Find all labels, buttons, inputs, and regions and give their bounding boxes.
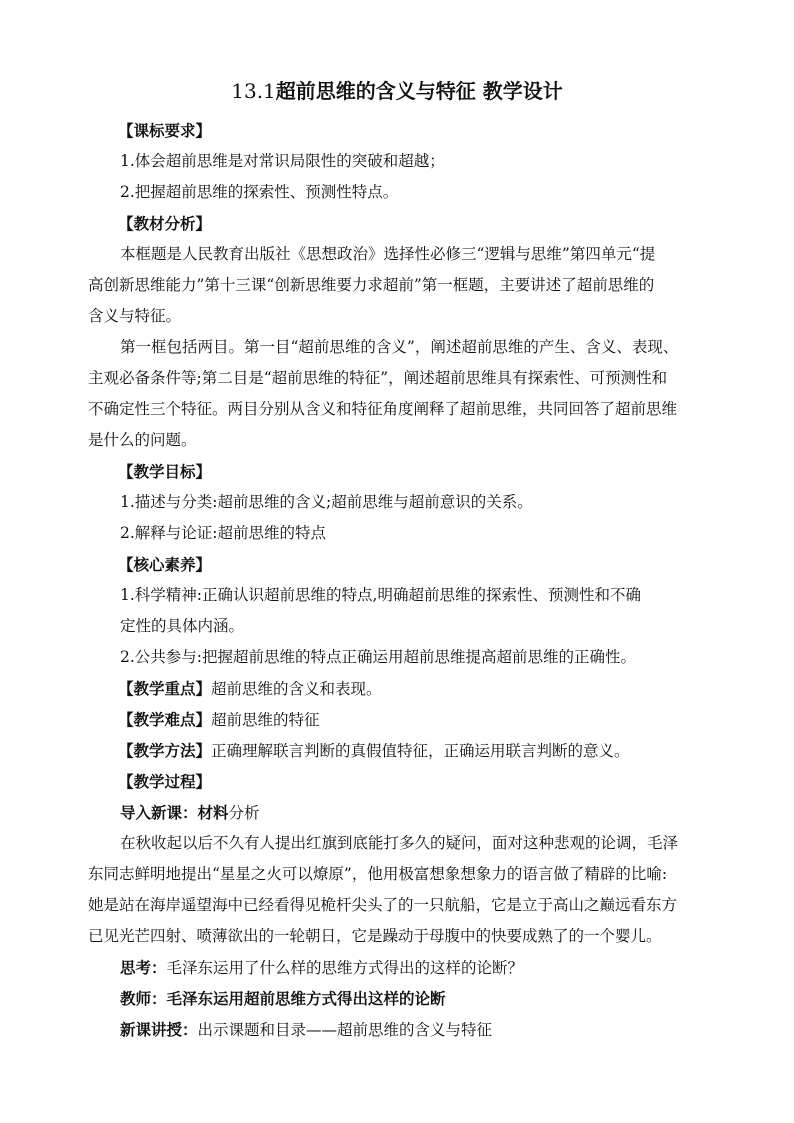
jiaocai-paragraph-1-line-3: 含义与特征。 <box>88 307 182 325</box>
xinke-text: 出示课题和目录——超前思维的含义与特征 <box>197 1021 493 1039</box>
daoru-text: 分析 <box>228 804 260 822</box>
jiaocai-paragraph-2-line-1: 第一框包括两目。第一目“超前思维的含义”，阐述超前思维的产生、含义、表现、 <box>120 338 679 356</box>
title-text: 超前思维的含义与特征 教学设计 <box>275 79 563 103</box>
section-heading-jiaocai: 【教材分析】 <box>118 214 212 233</box>
fangfa-line <box>88 735 713 766</box>
section-heading-kebiao: 【课标要求】 <box>118 121 212 140</box>
nandian-label: 【教学难点】 <box>118 710 212 729</box>
xinke-label: 新课讲授： <box>120 1020 198 1039</box>
jiaocai-paragraph-2-line-4: 是什么的问题。 <box>88 431 197 449</box>
mubiao-item-1: 1.描述与分类:超前思维的含义;超前思维与超前意识的关系。 <box>120 493 533 511</box>
sikao-text: 毛泽东运用了什么样的思维方式得出的这样的论断？ <box>166 959 524 977</box>
kebiao-item-2: 2.把握超前思维的探索性、预测性特点。 <box>120 183 399 201</box>
cailiao-line-2: 东同志鲜明地提出“星星之火可以燎原”，他用极富想象想象力的语言做了精辟的比喻: <box>88 865 668 883</box>
section-heading-suyang: 【核心素养】 <box>118 555 212 574</box>
nandian-text: 超前思维的特征 <box>211 711 320 729</box>
sikao-label: 思考： <box>120 958 167 977</box>
nandian-line <box>88 704 713 735</box>
jiaocai-paragraph-1-line-2: 高创新思维能力”第十三课“创新思维要力求超前”第一框题，主要讲述了超前思维的 <box>88 276 655 294</box>
daoru-line <box>88 797 713 828</box>
mubiao-item-2: 2.解释与论证:超前思维的特点 <box>120 524 327 542</box>
suyang-item-2: 2.公共参与:把握超前思维的特点正确运用超前思维提高超前思维的正确性。 <box>120 648 637 666</box>
daoru-label: 导入新课：材料 <box>120 803 229 822</box>
suyang-item-1-line-2: 定性的具体内涵。 <box>120 617 245 635</box>
suyang-item-1-line-1: 1.科学精神:正确认识超前思维的特点,明确超前思维的探索性、预测性和不确 <box>120 586 641 604</box>
zhongdian-text: 超前思维的含义和表现。 <box>211 680 382 698</box>
kebiao-item-1: 1.体会超前思维是对常识局限性的突破和超越； <box>120 152 445 170</box>
document-title <box>0 78 794 104</box>
fangfa-text: 正确理解联言判断的真假值特征，正确运用联言判断的意义。 <box>211 742 630 760</box>
document-body <box>88 115 713 1045</box>
zhongdian-line <box>88 673 713 704</box>
jiaocai-paragraph-2-line-2: 主观必备条件等;第二目是“超前思维的特征”，阐述超前思维具有探索性、可预测性和 <box>88 369 668 387</box>
jiaocai-paragraph-1-line-1: 本框题是人民教育出版社《思想政治》选择性必修三“逻辑与思维”第四单元“提 <box>120 245 656 263</box>
section-heading-mubiao: 【教学目标】 <box>118 462 212 481</box>
xinke-line <box>88 1014 713 1045</box>
zhongdian-label: 【教学重点】 <box>118 679 212 698</box>
sikao-line <box>88 952 713 983</box>
fangfa-label: 【教学方法】 <box>118 741 212 760</box>
jiaocai-paragraph-2-line-3: 不确定性三个特征。两目分别从含义和特征角度阐释了超前思维，共同回答了超前思维 <box>88 400 678 418</box>
cailiao-line-1: 在秋收起以后不久有人提出红旗到底能打多久的疑问，面对这种悲观的论调，毛泽 <box>120 834 679 852</box>
section-heading-guocheng: 【教学过程】 <box>118 772 212 791</box>
cailiao-line-3: 她是站在海岸遥望海中已经看得见桅杆尖头了的一只航船，它是立于高山之巅远看东方 <box>88 896 678 914</box>
cailiao-line-4: 已见光芒四射、喷薄欲出的一轮朝日，它是躁动于母腹中的快要成熟了的一个婴儿。 <box>88 927 662 945</box>
title-number: 13.1 <box>231 79 276 103</box>
jiaoshi-line: 教师：毛泽东运用超前思维方式得出这样的论断 <box>120 989 446 1008</box>
